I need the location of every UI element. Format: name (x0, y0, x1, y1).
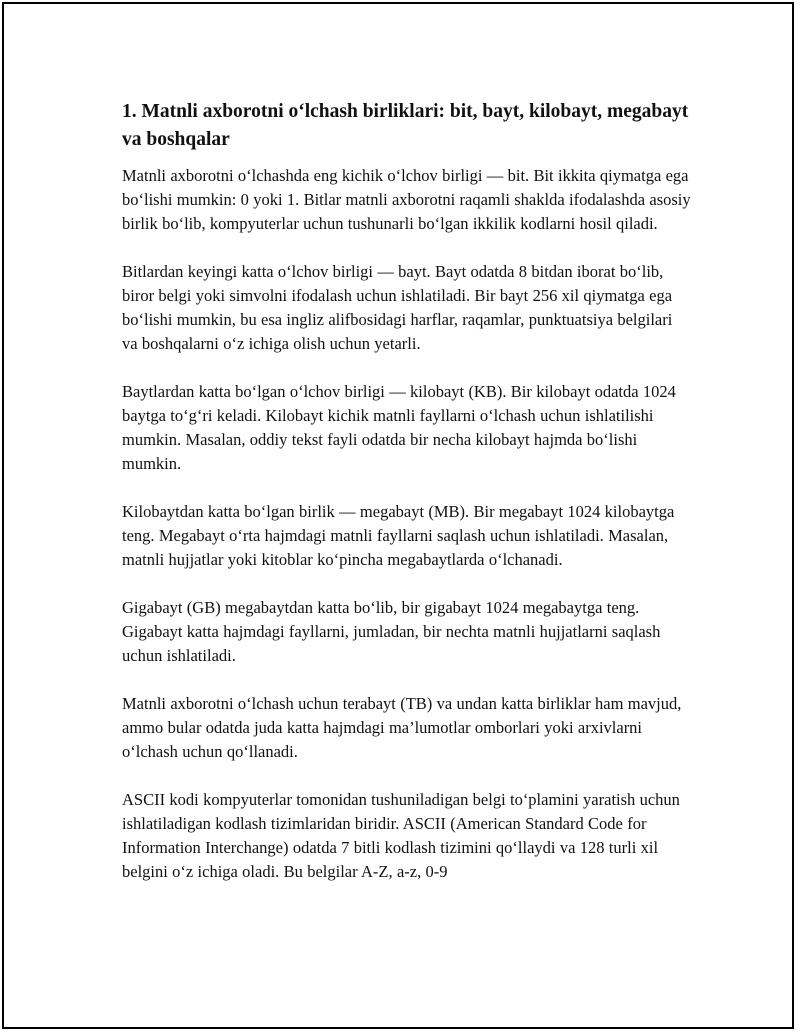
section-heading: 1. Matnli axborotni o‘lchash birliklari: bit, bayt, kilobayt, megabayt va boshqalar (122, 101, 689, 150)
paragraph-gigabayt: Gigabayt (GB) megabaytdan katta bo‘lib, bir gigabayt 1024 megabaytga teng. Gigabayt katta hajmdagi fayllarni, jumladan, bir nechta matnli hujjatlarni saqlash uchun ishlatiladi. (122, 598, 661, 665)
paragraph-kilobayt: Baytlardan katta bo‘lgan o‘lchov birligi — kilobayt (KB). Bir kilobayt odatda 1024 baytga to‘g‘ri keladi. Kilobayt kichik matnli fayllarni o‘lchash uchun ishlatilishi mumkin. Masalan, oddiy tekst fayli odatda bir necha kilobayt hajmda bo‘lishi mumkin. (122, 382, 676, 473)
paragraph-ascii: ASCII kodi kompyuterlar tomonidan tushuniladigan belgi to‘plamini yaratish uchun ishlatiladigan kodlash tizimlaridan biridir. ASCII (American Standard Code for Information Interchange) odatda 7 bitli kodlash tizimini qo‘llaydi va 128 turli xil belgini o‘z ichiga oladi. Bu belgilar A-Z, a-z, 0-9 (122, 790, 680, 881)
paragraph-bit: Matnli axborotni o‘lchashda eng kichik o‘lchov birligi — bit. Bit ikkita qiymatga ega bo‘lishi mumkin: 0 yoki 1. Bitlar matnli axborotni raqamli shaklda ifodalashda asosiy birlik bo‘lib, kompyuterlar uchun tushunarli bo‘lgan ikkilik kodlarni hosil qiladi. (122, 166, 691, 233)
document-page (2, 2, 794, 1029)
paragraph-megabayt: Kilobaytdan katta bo‘lgan birlik — megabayt (MB). Bir megabayt 1024 kilobaytga teng. Megabayt o‘rta hajmdagi matnli fayllarni saqlash uchun ishlatiladi. Masalan, matnli hujjatlar yoki kitoblar ko‘pincha megabaytlarda o‘lchanadi. (122, 502, 675, 569)
paragraph-bayt: Bitlardan keyingi katta o‘lchov birligi — bayt. Bayt odatda 8 bitdan iborat bo‘lib, biror belgi yoki simvolni ifodalash uchun ishlatiladi. Bir bayt 256 xil qiymatga ega bo‘lishi mumkin, bu esa ingliz alifbosidagi harflar, raqamlar, punktuatsiya belgilari va boshqalarni o‘z ichiga olish uchun yetarli. (122, 262, 673, 353)
document-body (122, 98, 692, 908)
paragraph-terabayt: Matnli axborotni o‘lchash uchun terabayt (TB) va undan katta birliklar ham mavjud, ammo bular odatda juda katta hajmdagi ma’lumotlar omborlari yoki arxivlarni o‘lchash uchun qo‘llanadi. (122, 694, 682, 761)
